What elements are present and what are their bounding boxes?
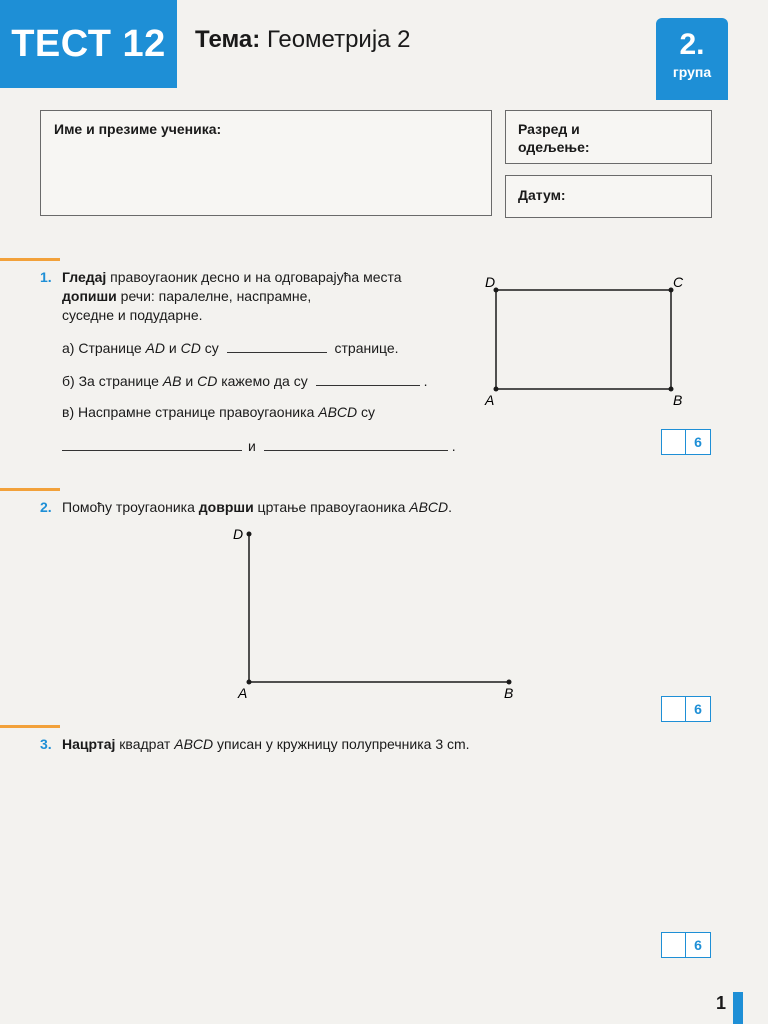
task-2-score-box[interactable] bbox=[661, 696, 711, 722]
vertex-b bbox=[507, 680, 512, 685]
task-3-text bbox=[62, 735, 470, 754]
task-2-name: ABCD bbox=[409, 499, 449, 515]
task-3-text-after: уписан у кружницу полупречника 3 cm. bbox=[213, 736, 470, 752]
task-3-verb: Нацртај bbox=[62, 736, 116, 752]
task-1a-side2: CD bbox=[180, 340, 201, 356]
task-3-number: 3. bbox=[40, 736, 52, 752]
label-b: B bbox=[673, 392, 683, 408]
task-1b-side2: CD bbox=[197, 373, 218, 389]
task-1c-answer-blank-2[interactable] bbox=[264, 436, 448, 451]
task-2-text bbox=[62, 498, 452, 517]
page-edge-bar bbox=[733, 992, 743, 1024]
class-field[interactable] bbox=[505, 110, 712, 164]
task-2-text-end: . bbox=[448, 499, 453, 515]
task-1b-mid: и bbox=[181, 373, 198, 389]
task-2-max-points: 6 bbox=[694, 701, 702, 717]
task-1b-side1: AB bbox=[162, 373, 182, 389]
task-3-accent bbox=[0, 725, 60, 728]
group-badge bbox=[656, 18, 728, 100]
label-c: C bbox=[673, 274, 684, 290]
date-field[interactable] bbox=[505, 175, 712, 218]
task-1c bbox=[62, 403, 375, 422]
task-1-intro bbox=[62, 268, 472, 325]
task-1-verb-write: допиши bbox=[62, 288, 117, 304]
task-1-score-cell[interactable] bbox=[662, 430, 686, 454]
vertex-d bbox=[247, 532, 252, 537]
task-1a-suffix: странице. bbox=[334, 340, 399, 356]
task-2-verb: доврши bbox=[198, 499, 254, 515]
task-1-accent bbox=[0, 258, 60, 261]
task-3-score-box[interactable] bbox=[661, 932, 711, 958]
group-number: 2. bbox=[679, 28, 705, 61]
task-3-name: ABCD bbox=[174, 736, 214, 752]
topic-value: Геометрија 2 bbox=[266, 26, 411, 53]
task-1c-after: су bbox=[357, 404, 376, 420]
task-1a-mid: и bbox=[164, 340, 181, 356]
task-1-intro-text2: речи: паралелне, наспрамне, bbox=[116, 288, 312, 304]
date-label: Датум: bbox=[518, 187, 566, 203]
task-1-verb-look: Гледај bbox=[62, 269, 107, 285]
vertex-a bbox=[247, 680, 252, 685]
task-3-score-cell[interactable] bbox=[662, 933, 686, 957]
task-3-drawing-area[interactable] bbox=[62, 760, 652, 930]
group-label: група bbox=[672, 64, 712, 80]
label-a: A bbox=[238, 685, 248, 701]
task-3-max-points: 6 bbox=[694, 937, 702, 953]
task-2-text-after: цртање правоугаоника bbox=[253, 499, 410, 515]
rectangle-abcd bbox=[496, 290, 671, 389]
task-1-max-points: 6 bbox=[694, 434, 702, 450]
task-1-intro-line3: суседне и подударне. bbox=[62, 307, 203, 323]
task-1a-prefix: а) Странице bbox=[62, 340, 146, 356]
task-1c-prefix: в) Наспрамне странице правоугаоника bbox=[62, 404, 319, 420]
task-1a-answer-blank[interactable] bbox=[227, 338, 327, 353]
student-name-field[interactable] bbox=[40, 110, 492, 216]
task-2-text-before: Помоћу троугаоника bbox=[62, 499, 199, 515]
page-number: 1 bbox=[716, 993, 727, 1013]
label-a: A bbox=[485, 392, 495, 408]
task-1-score-box[interactable] bbox=[661, 429, 711, 455]
topic-heading bbox=[195, 26, 411, 54]
class-label bbox=[518, 120, 590, 156]
task-1b-prefix: б) За странице bbox=[62, 373, 163, 389]
task-2-accent bbox=[0, 488, 60, 491]
task-2-score-cell[interactable] bbox=[662, 697, 686, 721]
class-label-line1: Разред и bbox=[518, 121, 580, 137]
task-1c-and: и bbox=[248, 438, 256, 454]
topic-label: Тема: bbox=[195, 26, 261, 53]
task-1-number: 1. bbox=[40, 269, 52, 285]
student-name-label: Име и презиме ученика: bbox=[54, 121, 222, 137]
task-1a bbox=[62, 338, 399, 358]
task-1c-name: ABCD bbox=[318, 404, 358, 420]
task-3-text-before: квадрат bbox=[115, 736, 175, 752]
vertex-a bbox=[494, 387, 499, 392]
vertex-b bbox=[669, 387, 674, 392]
test-number-badge: ТЕСТ 12 bbox=[0, 0, 177, 88]
task-2-number: 2. bbox=[40, 499, 52, 515]
task-1b-answer-blank[interactable] bbox=[316, 371, 420, 386]
task-1-rectangle-figure bbox=[475, 268, 700, 413]
task-1c-suffix: . bbox=[451, 438, 456, 454]
label-d: D bbox=[485, 274, 496, 290]
label-b: B bbox=[504, 685, 514, 701]
label-d: D bbox=[233, 526, 244, 542]
task-1-intro-text1: правоугаоник десно и на одговарајућа места bbox=[106, 269, 402, 285]
task-1c-answer-blank-1[interactable] bbox=[62, 436, 242, 451]
task-1b bbox=[62, 371, 428, 391]
class-label-line2: одељење: bbox=[518, 139, 590, 155]
task-1b-suffix: . bbox=[423, 373, 428, 389]
task-1a-side1: AD bbox=[145, 340, 165, 356]
task-1a-after: су bbox=[200, 340, 219, 356]
task-2-drawing-figure[interactable] bbox=[230, 522, 530, 702]
task-1b-after: кажемо да су bbox=[217, 373, 308, 389]
task-1c-answers bbox=[62, 436, 456, 456]
